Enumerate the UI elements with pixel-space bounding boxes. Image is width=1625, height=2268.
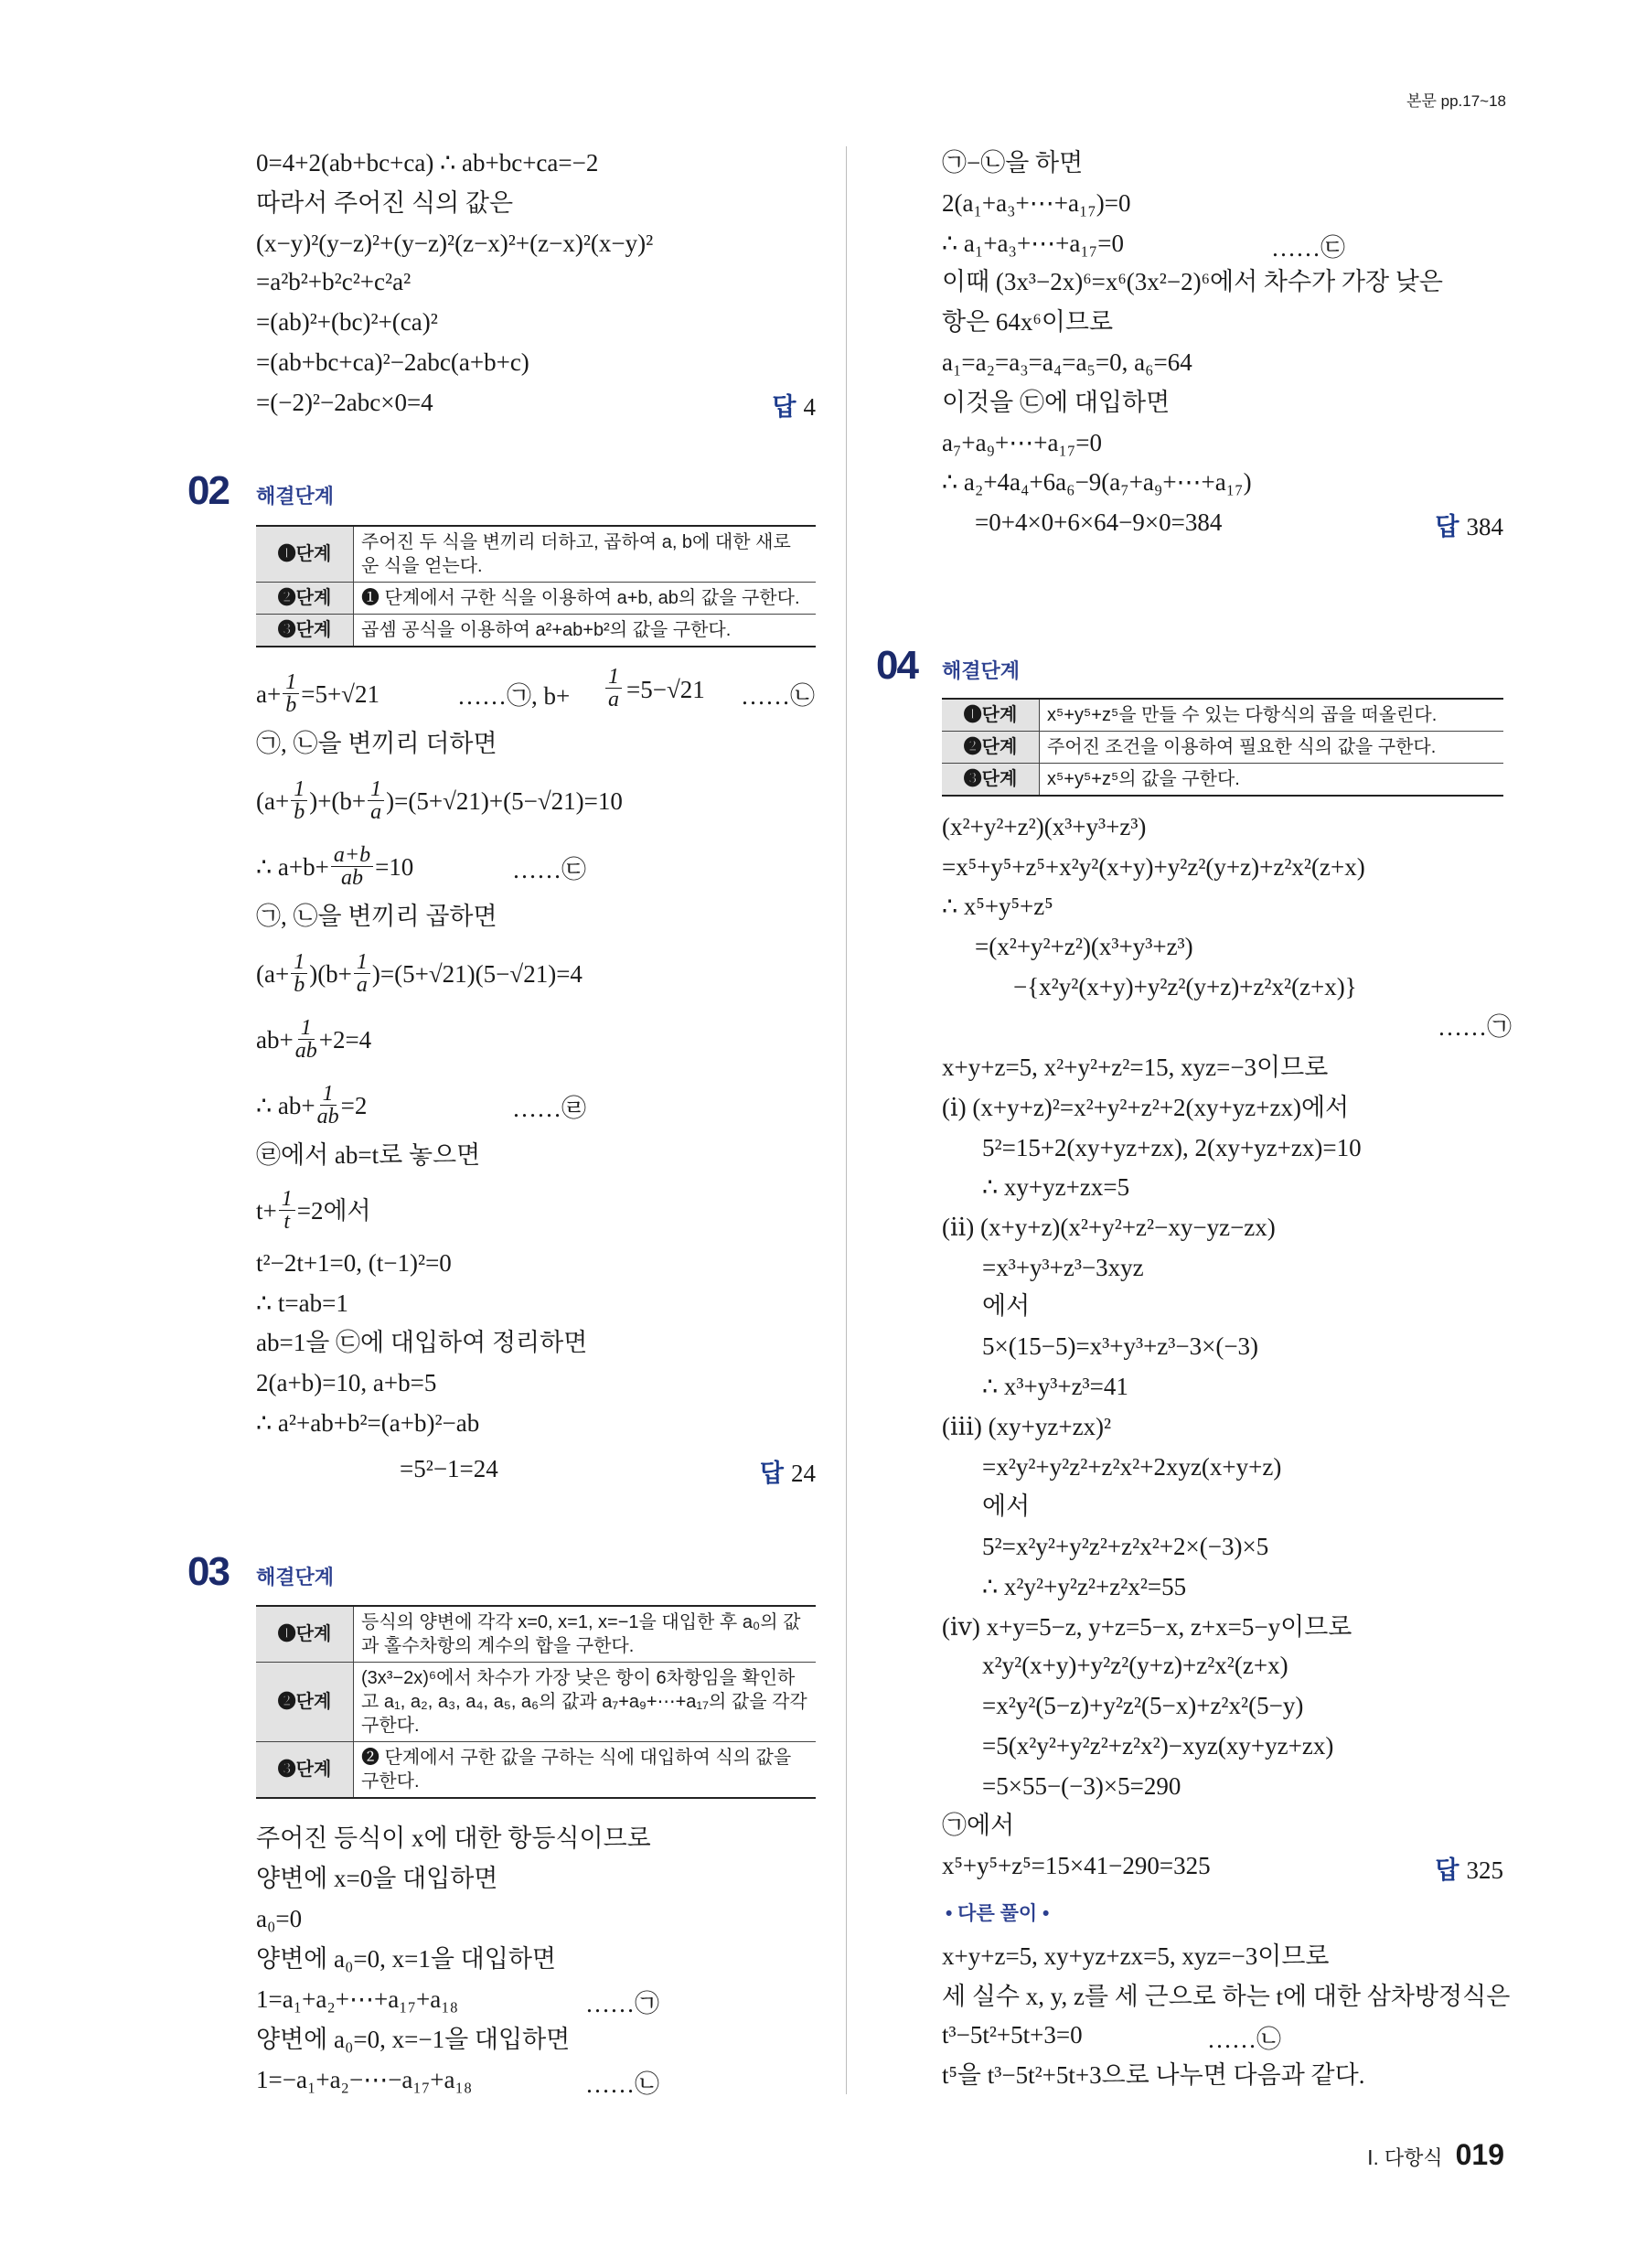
line-text: =2에서	[296, 1196, 371, 1225]
equation-ref: ……㉡	[585, 2070, 659, 2098]
section-number: 02	[187, 468, 229, 513]
math-line	[942, 1981, 1510, 2012]
math-line	[256, 671, 380, 716]
step-label: ❷단계	[256, 583, 354, 615]
math-line	[942, 891, 1053, 922]
math-line	[256, 778, 623, 823]
line-text: =5+√21	[301, 679, 380, 708]
line-text: ㉠, ㉡을 변끼리 더하면	[256, 730, 497, 757]
line-text: (x−y)²(y−z)²+(y−z)²(z−x)²+(z−x)²(x−y)²	[256, 230, 654, 257]
math-line	[982, 1730, 1333, 1761]
fraction	[279, 1188, 295, 1233]
line-text: =x²y²+y²z²+z²x²+2xyz(x+y+z)	[982, 1453, 1282, 1481]
math-line	[256, 1327, 587, 1358]
line-text: =5(x²y²+y²z²+z²x²)−xyz(xy+yz+zx)	[982, 1732, 1334, 1760]
math-line	[982, 1650, 1288, 1681]
math-line	[256, 1288, 348, 1319]
line-text: =0+4×0+6×64−9×0=384	[975, 508, 1223, 536]
line-text: ㉠, ㉡을 변끼리 곱하면	[256, 903, 497, 930]
answer-value: 325	[1466, 1856, 1503, 1884]
line-text: ㉣에서 ab=t로 놓으면	[256, 1141, 481, 1169]
math-line	[256, 2064, 472, 2095]
numerator: 1	[279, 1188, 295, 1211]
line-text: a+	[256, 679, 282, 708]
step-row	[256, 1663, 816, 1742]
equation-ref: ……㉠	[585, 1990, 659, 2017]
step-text: 주어진 조건을 이용하여 필요한 식의 값을 구한다.	[1040, 732, 1504, 764]
section-title: 해결단계	[256, 1566, 335, 1589]
line-text: =x²y²(5−z)+y²z²(5−x)+z²x²(5−y)	[982, 1692, 1304, 1719]
step-text: ❶ 단계에서 구한 식을 이용하여 a+b, ab의 값을 구한다.	[354, 583, 817, 615]
math-line	[942, 466, 1252, 497]
math-line	[256, 1903, 302, 1934]
line-text: (a+	[256, 959, 290, 988]
math-line	[256, 1083, 367, 1128]
line-text: ∴ a₁+a₃+⋯+a₁₇=0	[942, 230, 1124, 257]
denominator: t	[283, 1210, 291, 1234]
page-reference: 본문 pp.17~18	[1406, 92, 1506, 110]
equation-ref: ……㉣	[512, 1095, 586, 1122]
math-line	[256, 306, 438, 337]
line-text: x²y²(x+y)+y²z²(y+z)+z²x²(z+x)	[982, 1652, 1288, 1679]
line-text: (a+	[256, 786, 290, 815]
math-line	[1013, 971, 1357, 1002]
section-number: 03	[187, 1549, 229, 1594]
fraction	[605, 666, 622, 711]
line-text: 양변에 a₀=0, x=1을 대입하면	[256, 1945, 557, 1973]
column-divider	[846, 146, 847, 2094]
numerator: 1	[354, 951, 370, 974]
answer-label: 답	[772, 393, 796, 421]
math-line	[256, 951, 583, 996]
line-text: ∴ ab+	[256, 1091, 315, 1119]
line-text: (x²+y²+z²)(x³+y³+z³)	[942, 813, 1147, 840]
math-line	[942, 1611, 1352, 1642]
line-text: 1=a₁+a₂+⋯+a₁₇+a₁₈	[256, 1985, 459, 2013]
step-table	[256, 1605, 816, 1799]
denominator: ab	[340, 866, 363, 890]
equation-ref: ……㉡	[741, 682, 815, 710]
math-line	[256, 1407, 479, 1439]
math-line	[942, 266, 1443, 297]
math-line	[942, 187, 1131, 219]
line-text: x⁵+y⁵+z⁵=15×41−290=325	[942, 1852, 1211, 1879]
step-label: ❶단계	[256, 1606, 354, 1663]
math-line	[256, 1017, 371, 1062]
numerator: 1	[298, 1017, 315, 1040]
math-line	[942, 147, 1083, 178]
line-text: 2(a+b)=10, a+b=5	[256, 1369, 437, 1396]
math-line	[942, 347, 1192, 378]
math-line	[256, 1823, 651, 1854]
line-text: ∴ xy+yz+zx=5	[982, 1173, 1130, 1201]
math-line	[256, 1367, 436, 1398]
line-text: 5×(15−5)=x³+y³+z³−3×(−3)	[982, 1332, 1259, 1360]
fraction	[317, 1083, 339, 1128]
math-line	[942, 1092, 1349, 1123]
step-row	[942, 732, 1503, 764]
line-text: =5²−1=24	[400, 1455, 498, 1482]
answer	[1435, 1850, 1503, 1886]
step-row	[942, 699, 1503, 732]
line-text: =5−√21	[626, 676, 705, 703]
math-line	[942, 811, 1146, 842]
math-line	[975, 931, 1193, 962]
line-text: 따라서 주어진 식의 값은	[256, 189, 514, 217]
answer	[760, 1453, 816, 1489]
line-text: 2(a₁+a₃+⋯+a₁₇)=0	[942, 189, 1131, 217]
step-row	[256, 615, 816, 647]
line-text: ∴ a+b+	[256, 852, 329, 881]
line-text: a₀=0	[256, 1905, 303, 1932]
line-text: 이때 (3x³−2x)⁶=x⁶(3x²−2)⁶에서 차수가 가장 낮은	[942, 268, 1443, 295]
line-text: )=(5+√21)(5−√21)=4	[371, 959, 583, 988]
numerator: 1	[605, 666, 622, 689]
numerator: 1	[291, 951, 307, 974]
fraction	[291, 951, 307, 996]
math-line	[942, 306, 1113, 337]
math-line	[256, 147, 598, 178]
denominator: a	[608, 688, 619, 711]
math-line	[256, 1984, 458, 2015]
page-number: 019	[1455, 2138, 1504, 2171]
line-text: x+y+z=5, x²+y²+z²=15, xyz=−3이므로	[942, 1054, 1329, 1081]
math-line	[942, 1810, 1014, 1841]
fraction	[368, 778, 384, 823]
math-line	[256, 1247, 452, 1278]
step-label: ❶단계	[256, 526, 354, 583]
line-text: a₇+a₉+⋯+a₁₇=0	[942, 429, 1103, 456]
line-text: a₁=a₂=a₃=a₄=a₅=0, a₆=64	[942, 348, 1192, 376]
step-text: 등식의 양변에 각각 x=0, x=1, x=−1을 대입한 후 a₀의 값과 홀수차항의 계수의 합을 구한다.	[354, 1606, 817, 1663]
line-text: 양변에 a₀=0, x=−1을 대입하면	[256, 2026, 571, 2053]
math-line	[982, 1690, 1303, 1721]
line-text: =(ab+bc+ca)²−2abc(a+b+c)	[256, 348, 529, 376]
line-text: =(x²+y²+z²)(x³+y³+z³)	[975, 933, 1193, 960]
step-label: ❸단계	[942, 764, 1040, 797]
math-line	[982, 1531, 1268, 1562]
step-text: 곱셈 공식을 이용하여 a²+ab+b²의 값을 구한다.	[354, 615, 817, 647]
fraction	[295, 1017, 317, 1062]
line-text: 5²=15+2(xy+yz+zx), 2(xy+yz+zx)=10	[982, 1134, 1362, 1161]
step-table	[256, 525, 816, 647]
line-text: ∴ a₂+4a₄+6a₆−9(a₇+a₉+⋯+a₁₇)	[942, 468, 1252, 496]
equation-ref: ……㉢	[512, 856, 586, 883]
step-row	[256, 1606, 816, 1663]
math-line	[942, 1052, 1328, 1083]
step-row	[256, 1742, 816, 1799]
answer-label: 답	[1435, 513, 1459, 540]
line-text: =(−2)²−2abc×0=4	[256, 389, 433, 416]
fraction	[331, 844, 373, 889]
math-line	[942, 228, 1124, 259]
answer	[1435, 507, 1503, 542]
answer-label: 답	[759, 1460, 784, 1487]
math-line	[982, 1771, 1181, 1802]
line-text: 5²=x²y²+y²z²+z²x²+2×(−3)×5	[982, 1533, 1269, 1560]
step-label: ❷단계	[256, 1663, 354, 1742]
line-text: =5×55−(−3)×5=290	[982, 1772, 1181, 1800]
numerator: a+b	[331, 844, 373, 867]
math-line	[942, 1941, 1330, 1972]
math-line	[256, 1139, 480, 1171]
denominator: b	[294, 800, 305, 824]
line-text: t³−5t²+5t+3=0	[942, 2021, 1083, 2049]
fraction	[354, 951, 370, 996]
denominator: ab	[294, 1039, 317, 1063]
math-line	[942, 1411, 1111, 1442]
math-line	[400, 1453, 498, 1484]
math-line	[256, 387, 433, 418]
step-label: ❶단계	[942, 699, 1040, 732]
line-text: ∴ t=ab=1	[256, 1289, 348, 1317]
math-line	[982, 1451, 1281, 1482]
step-label: ❸단계	[256, 615, 354, 647]
line-text: 주어진 등식이 x에 대한 항등식이므로	[256, 1824, 651, 1852]
step-label: ❷단계	[942, 732, 1040, 764]
math-line	[982, 1252, 1144, 1283]
section-title: 해결단계	[256, 485, 335, 508]
line-text: =10	[375, 852, 414, 881]
math-line	[942, 2019, 1083, 2050]
answer	[772, 387, 816, 423]
line-text: t²−2t+1=0, (t−1)²=0	[256, 1249, 452, 1277]
math-line	[256, 1943, 556, 1974]
line-text: (ⅳ) x+y=5−z, y+z=5−x, z+x=5−y이므로	[942, 1613, 1352, 1641]
answer-label: 답	[1435, 1856, 1459, 1884]
line-text: 1=−a₁+a₂−⋯−a₁₇+a₁₈	[256, 2066, 473, 2093]
denominator: b	[294, 973, 305, 997]
math-line	[982, 1132, 1362, 1163]
step-text: (3x³−2x)⁶에서 차수가 가장 낮은 항이 6차항임을 확인하고 a₁, a₂, a₃, a₄, a₅, a₆의 값과 a₇+a₉+⋯+a₁₇의 값을 각각 구한다.	[354, 1663, 817, 1742]
fraction	[283, 671, 299, 716]
alt-solution-title: • 다른 풀이 •	[946, 1903, 1050, 1924]
math-line	[256, 266, 411, 297]
math-line	[256, 844, 413, 889]
denominator: b	[285, 693, 297, 717]
line-text: 세 실수 x, y, z를 세 근으로 하는 t에 대한 삼차방정식은	[942, 1983, 1511, 2010]
numerator: 1	[291, 778, 307, 801]
line-text: +2=4	[318, 1025, 372, 1054]
numerator: 1	[320, 1083, 337, 1106]
line-text: )(b+	[309, 959, 352, 988]
math-line	[256, 728, 497, 759]
math-line	[942, 1850, 1211, 1881]
line-text: ∴ x²y²+y²z²+z²x²=55	[982, 1573, 1187, 1600]
section-number: 04	[876, 643, 917, 688]
line-text: t+	[256, 1196, 277, 1225]
line-text: ∴ x⁵+y⁵+z⁵	[942, 893, 1053, 920]
math-line	[1438, 1011, 1512, 1043]
math-line	[942, 2059, 1364, 2091]
math-line	[256, 901, 497, 932]
line-text: ……㉠	[1438, 1013, 1512, 1041]
numerator: 1	[368, 778, 384, 801]
line-text: (ⅱ) (x+y+z)(x²+y²+z²−xy−yz−zx)	[942, 1214, 1276, 1241]
line-text: =x³+y³+z³−3xyz	[982, 1254, 1144, 1281]
math-line	[982, 1491, 1030, 1522]
math-line	[982, 1331, 1258, 1362]
line-text: 항은 64x⁶이므로	[942, 308, 1114, 336]
math-line	[982, 1571, 1186, 1602]
math-line	[942, 387, 1170, 418]
equation-ref: ……㉡	[1207, 2026, 1281, 2053]
math-line	[975, 507, 1222, 538]
line-text: 에서	[982, 1492, 1031, 1520]
denominator: a	[356, 973, 368, 997]
math-line	[942, 1212, 1276, 1243]
math-line	[982, 1290, 1030, 1321]
line-text: 양변에 x=0을 대입하면	[256, 1865, 498, 1892]
line-text: =(ab)²+(bc)²+(ca)²	[256, 308, 438, 336]
line-text: (ⅲ) (xy+yz+zx)²	[942, 1413, 1112, 1440]
math-line	[942, 851, 1365, 883]
line-text: −{x²y²(x+y)+y²z²(y+z)+z²x²(z+x)}	[1013, 973, 1357, 1000]
line-text: =a²b²+b²c²+c²a²	[256, 268, 412, 295]
answer-value: 24	[791, 1460, 816, 1487]
step-label: ❸단계	[256, 1742, 354, 1799]
math-line	[942, 427, 1102, 458]
line-text: 에서	[982, 1292, 1031, 1320]
line-text: ∴ a²+ab+b²=(a+b)²−ab	[256, 1409, 480, 1437]
denominator: a	[370, 800, 382, 824]
math-line	[256, 2024, 570, 2055]
step-text: x⁵+y⁵+z⁵의 값을 구한다.	[1040, 764, 1504, 797]
step-row	[256, 583, 816, 615]
step-text: x⁵+y⁵+z⁵을 만들 수 있는 다항식의 곱을 떠올린다.	[1040, 699, 1504, 732]
page-footer	[1367, 2138, 1504, 2172]
line-text: 0=4+2(ab+bc+ca) ∴ ab+bc+ca=−2	[256, 149, 599, 177]
section-title: 해결단계	[942, 659, 1021, 682]
step-row	[942, 764, 1503, 797]
step-row	[256, 526, 816, 583]
line-text: ㉠에서	[942, 1812, 1015, 1839]
step-text: ❷ 단계에서 구한 값을 구하는 식에 대입하여 식의 값을 구한다.	[354, 1742, 817, 1799]
line-text: 이것을 ㉢에 대입하면	[942, 389, 1171, 416]
line-text: =x⁵+y⁵+z⁵+x²y²(x+y)+y²z²(y+z)+z²x²(z+x)	[942, 853, 1365, 881]
line-text: ab+	[256, 1025, 294, 1054]
math-line	[256, 1863, 497, 1894]
denominator: ab	[316, 1105, 339, 1129]
fraction	[291, 778, 307, 823]
math-line	[256, 187, 513, 219]
math-line	[982, 1171, 1129, 1203]
line-text: ∴ x³+y³+z³=41	[982, 1373, 1128, 1400]
step-text: 주어진 두 식을 변끼리 더하고, 곱하여 a, b에 대한 새로운 식을 얻는다.	[354, 526, 817, 583]
line-text: )=(5+√21)+(5−√21)=10	[386, 786, 623, 815]
math-line	[256, 1188, 371, 1233]
line-text: (ⅰ) (x+y+z)²=x²+y²+z²+2(xy+yz+zx)에서	[942, 1094, 1350, 1121]
line-text: ab=1을 ㉢에 대입하여 정리하면	[256, 1329, 588, 1356]
line-text: t⁵을 t³−5t²+5t+3으로 나누면 다음과 같다.	[942, 2061, 1365, 2089]
chapter-label: Ⅰ. 다항식	[1367, 2146, 1443, 2169]
math-line	[256, 228, 653, 259]
math-line	[982, 1371, 1128, 1402]
math-line	[256, 347, 529, 378]
numerator: 1	[283, 671, 299, 694]
line-text: x+y+z=5, xy+yz+zx=5, xyz=−3이므로	[942, 1942, 1330, 1970]
equation-ref: ……㉢	[1271, 234, 1345, 262]
equation-ref: ……㉠, b+	[457, 682, 571, 710]
line-text: =2	[340, 1091, 368, 1119]
step-table	[942, 698, 1503, 797]
answer-value: 384	[1466, 513, 1503, 540]
answer-value: 4	[803, 393, 816, 421]
line-text: ㉠−㉡을 하면	[942, 149, 1084, 177]
line-text: )+(b+	[309, 786, 367, 815]
